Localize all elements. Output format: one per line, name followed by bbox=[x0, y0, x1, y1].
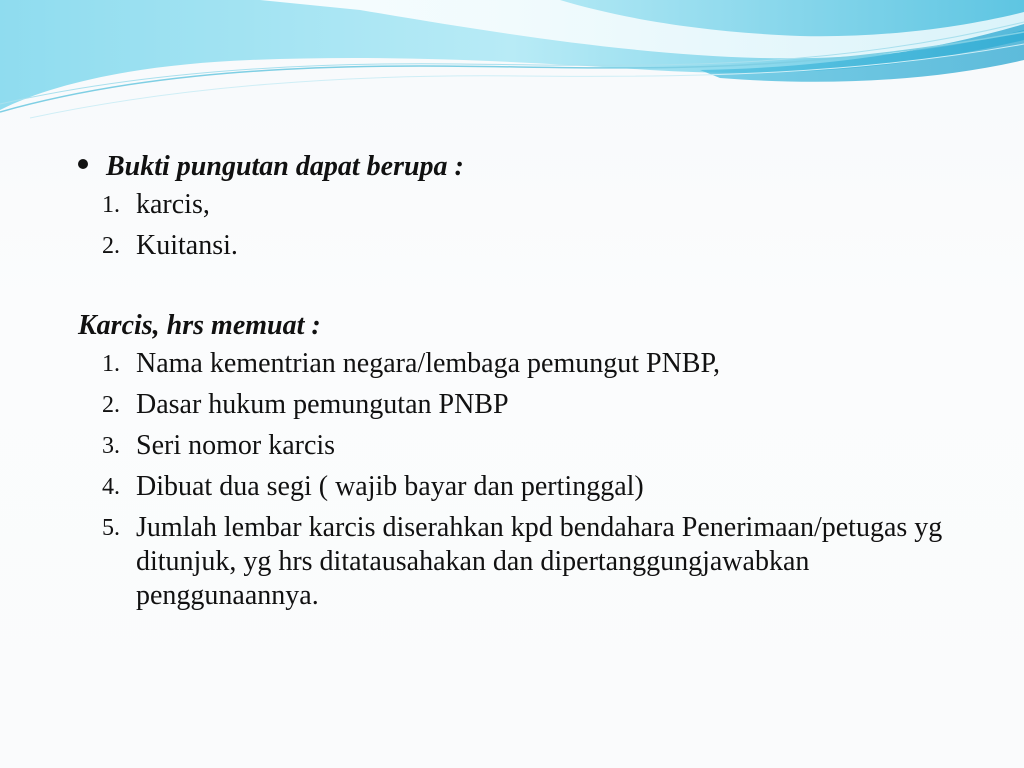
section1-heading bbox=[78, 148, 978, 186]
section1-title: Bukti pungutan dapat berupa : bbox=[106, 151, 464, 182]
decorative-wave-header bbox=[0, 0, 1024, 130]
list-item-number: 5. bbox=[102, 515, 120, 541]
list-item-number: 2. bbox=[102, 233, 120, 259]
list-item bbox=[78, 229, 978, 263]
list-item-text: Kuitansi. bbox=[136, 230, 238, 261]
list-item-text: Seri nomor karcis bbox=[136, 430, 336, 461]
section1-list bbox=[78, 188, 978, 263]
slide-content bbox=[78, 148, 978, 620]
list-item-number: 4. bbox=[102, 474, 120, 500]
list-item bbox=[78, 470, 978, 504]
list-item-number: 1. bbox=[102, 192, 120, 218]
list-item bbox=[78, 347, 978, 381]
bullet-dot-icon bbox=[78, 159, 88, 169]
section2-title: Karcis, hrs memuat : bbox=[78, 310, 321, 341]
list-item bbox=[78, 188, 978, 222]
list-item-text: karcis, bbox=[136, 189, 210, 220]
list-item bbox=[78, 511, 978, 613]
list-item-text: Dasar hukum pemungutan PNBP bbox=[136, 389, 509, 420]
list-item bbox=[78, 429, 978, 463]
list-item-number: 3. bbox=[102, 433, 120, 459]
section2-list bbox=[78, 347, 978, 613]
list-item bbox=[78, 388, 978, 422]
list-item-number: 2. bbox=[102, 392, 120, 418]
list-item-text: Nama kementrian negara/lembaga pemungut PNBP, bbox=[136, 348, 720, 379]
list-item-text: Dibuat dua segi ( wajib bayar dan pertinggal) bbox=[136, 471, 644, 502]
list-item-text: Jumlah lembar karcis diserahkan kpd bendahara Penerimaan/petugas yg ditunjuk, yg hrs ditatausahakan dan dipertanggungjawabkan penggunaannya. bbox=[136, 512, 943, 611]
list-item-number: 1. bbox=[102, 351, 120, 377]
